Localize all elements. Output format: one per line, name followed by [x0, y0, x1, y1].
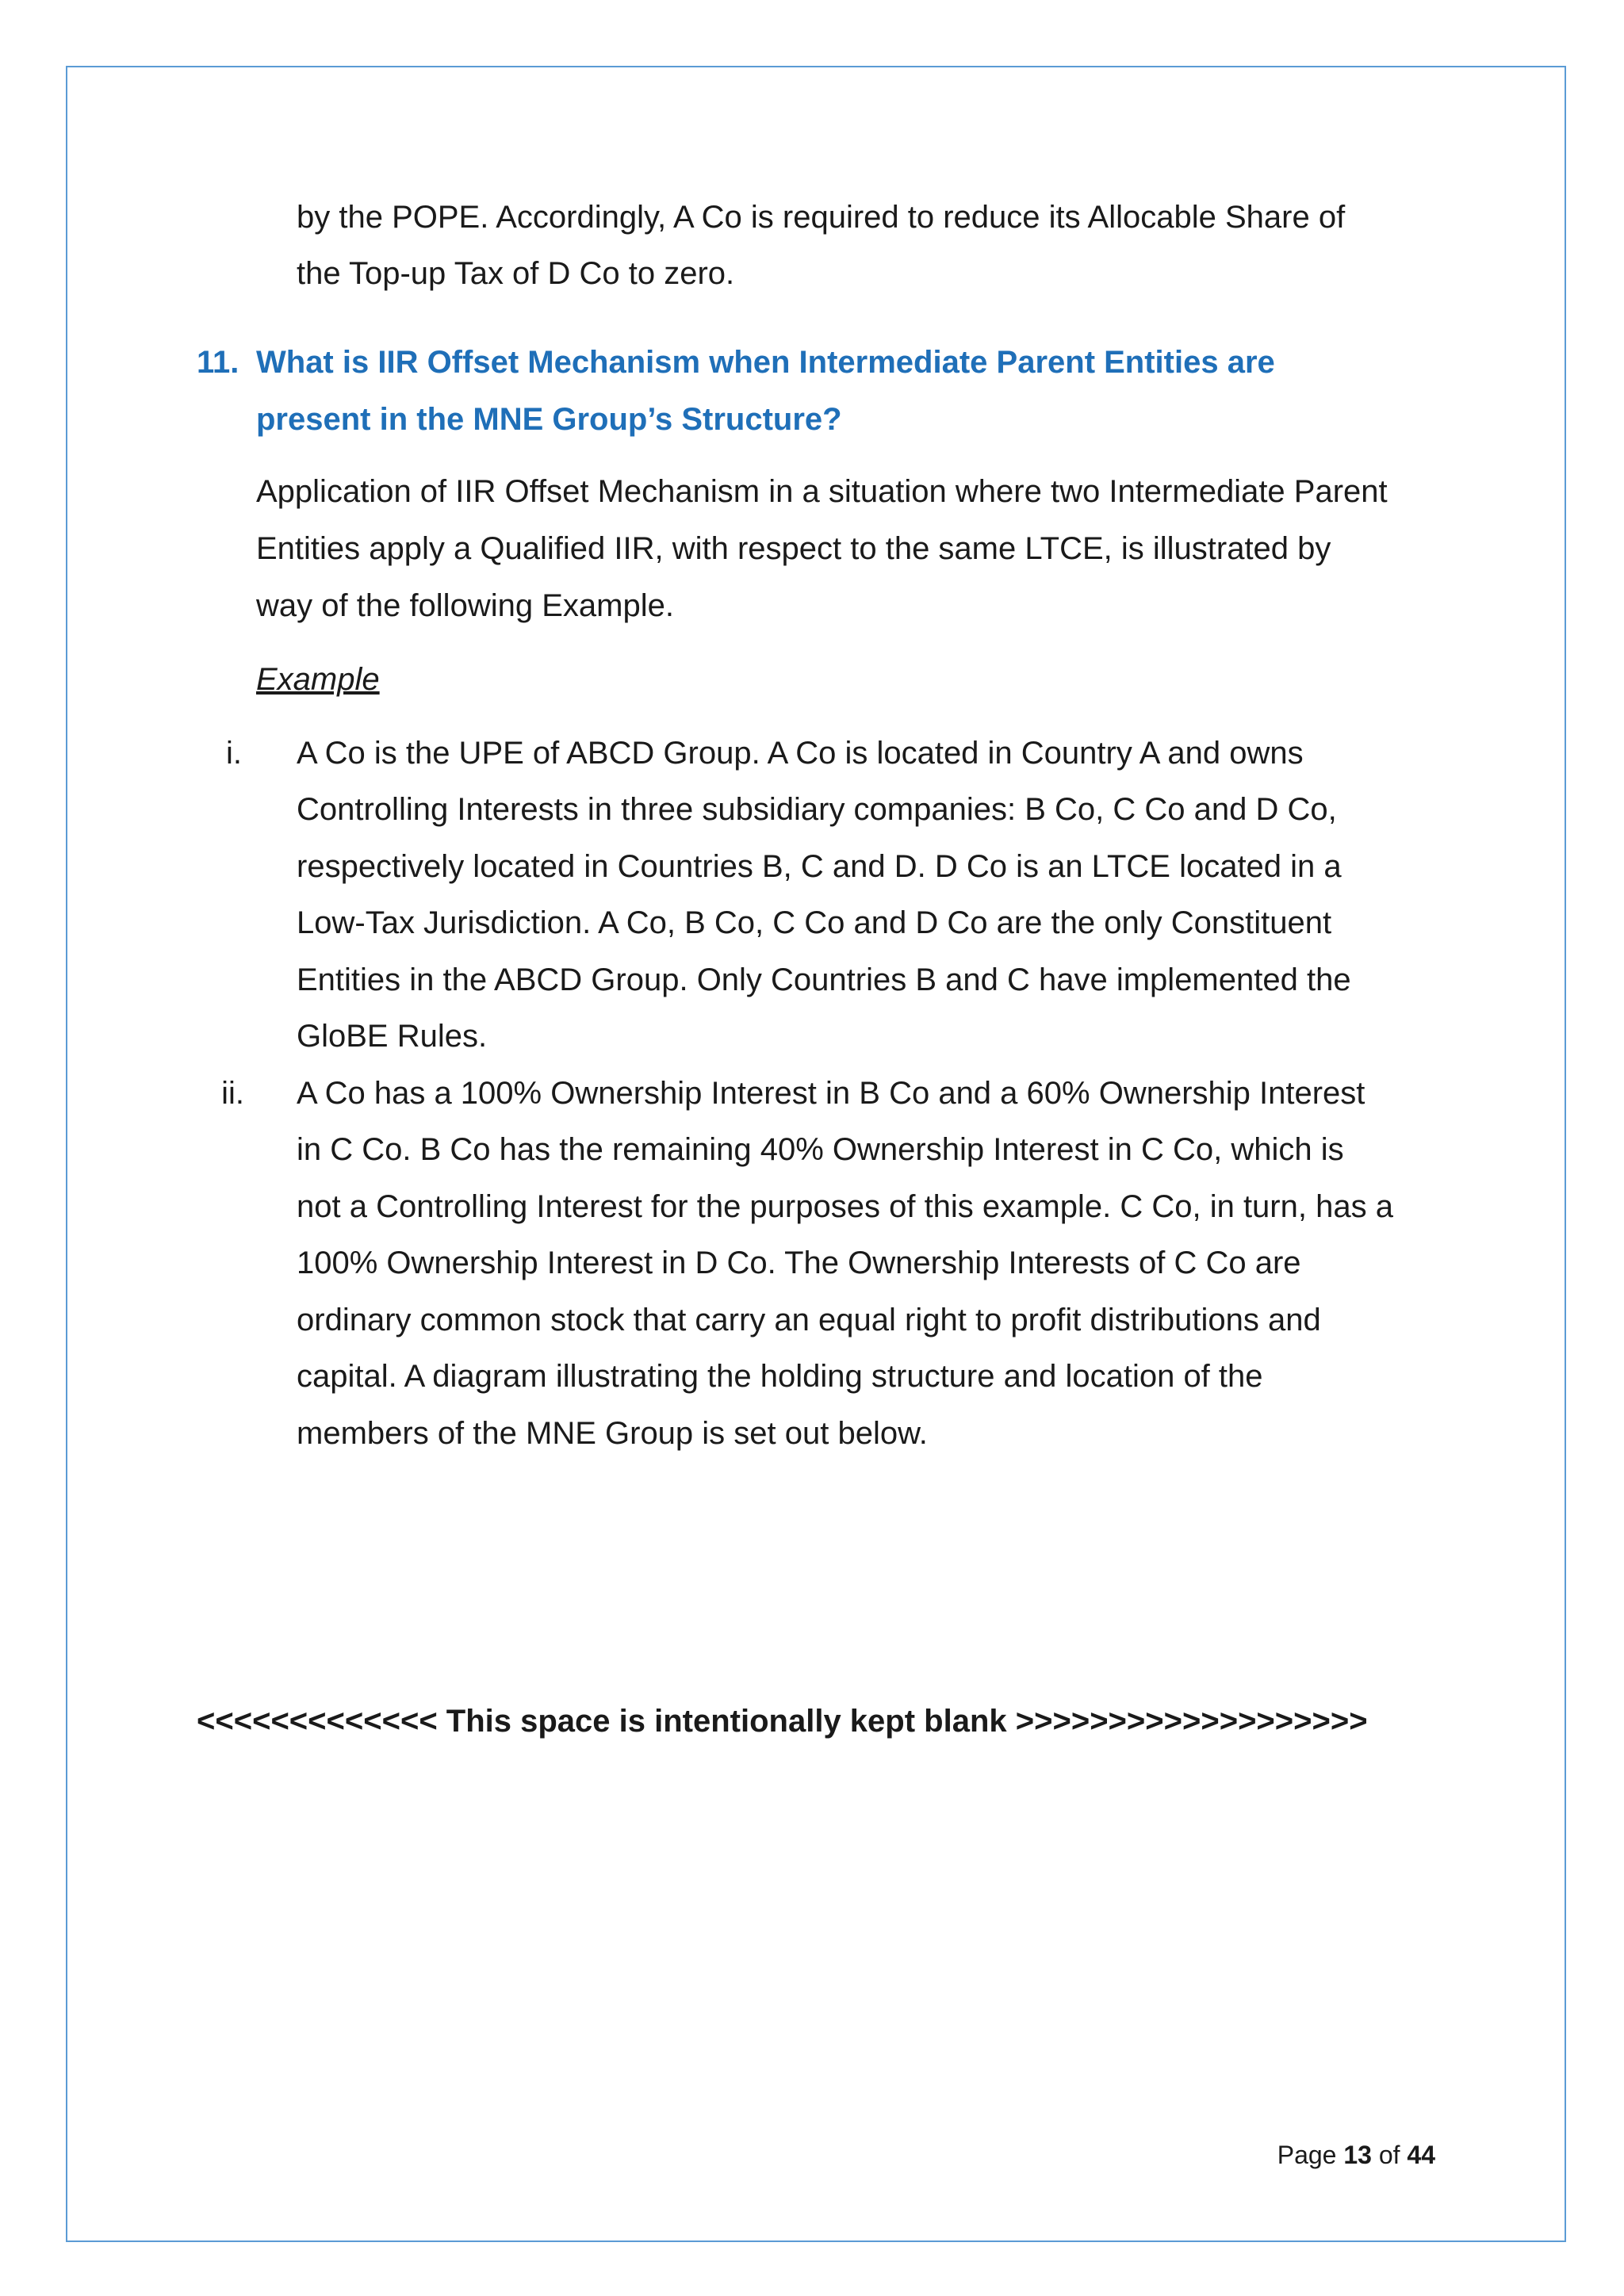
section-heading-line: What is IIR Offset Mechanism when Intermediate Parent Entities are [256, 345, 1275, 380]
intro-line: by the POPE. Accordingly, A Co is required to reduce its Allocable Share of [297, 200, 1346, 235]
list-item-line: in C Co. B Co has the remaining 40% Ownership Interest in C Co, which is [297, 1132, 1344, 1167]
list-item-marker: ii. [221, 1076, 244, 1111]
list-item-line: Low-Tax Jurisdiction. A Co, B Co, C Co and D Co are the only Constituent [297, 905, 1332, 940]
list-item-line: Controlling Interests in three subsidiary companies: B Co, C Co and D Co, [297, 792, 1337, 827]
list-item-line: members of the MNE Group is set out below. [297, 1416, 928, 1451]
list-item-line: ordinary common stock that carry an equal right to profit distributions and [297, 1303, 1321, 1337]
page-word: Page [1277, 2141, 1337, 2169]
current-page: 13 [1343, 2141, 1372, 2169]
list-item-line: A Co is the UPE of ABCD Group. A Co is located in Country A and owns [297, 736, 1304, 771]
section-heading-line: present in the MNE Group’s Structure? [256, 402, 842, 437]
list-item-line: GloBE Rules. [297, 1019, 488, 1054]
section-body-line: Application of IIR Offset Mechanism in a situation where two Intermediate Parent [256, 474, 1388, 509]
list-item-line: A Co has a 100% Ownership Interest in B Co and a 60% Ownership Interest [297, 1076, 1365, 1111]
of-word: of [1378, 2141, 1400, 2169]
total-pages: 44 [1407, 2141, 1435, 2169]
section-body-line: way of the following Example. [256, 588, 674, 623]
list-item-marker: i. [226, 736, 242, 771]
list-item-line: 100% Ownership Interest in D Co. The Ownership Interests of C Co are [297, 1246, 1301, 1280]
list-item-line: Entities in the ABCD Group. Only Countries B and C have implemented the [297, 962, 1351, 997]
section-number: 11. [197, 345, 239, 380]
section-body-line: Entities apply a Qualified IIR, with respect to the same LTCE, is illustrated by [256, 531, 1331, 566]
blank-space-note: <<<<<<<<<<<<< This space is intentionally kept blank >>>>>>>>>>>>>>>>>>> [197, 1704, 1368, 1739]
list-item-line: not a Controlling Interest for the purposes of this example. C Co, in turn, has a [297, 1189, 1393, 1224]
list-item-line: respectively located in Countries B, C and D. D Co is an LTCE located in a [297, 849, 1342, 884]
page-number [1269, 2137, 1435, 2172]
example-label: Example [256, 662, 380, 697]
list-item-line: capital. A diagram illustrating the holding structure and location of the [297, 1359, 1263, 1394]
intro-line: the Top-up Tax of D Co to zero. [297, 256, 735, 291]
